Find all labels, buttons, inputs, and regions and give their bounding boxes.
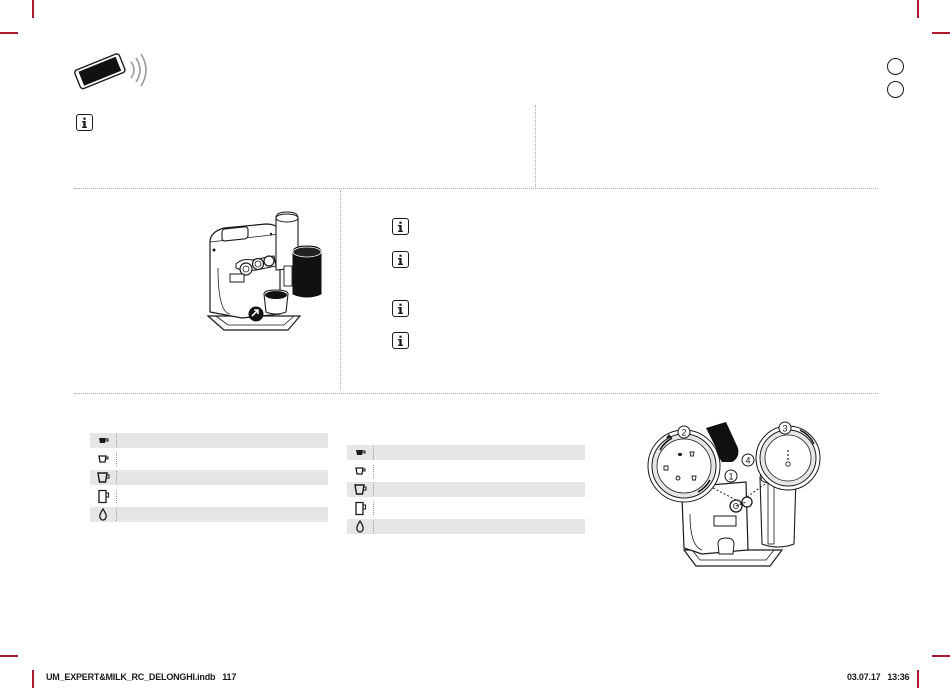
espresso-cup-icon [95,433,111,448]
water-drop-icon [352,519,368,534]
espresso-cup-icon [352,464,368,479]
footer-time: 13:36 [887,672,910,682]
lungo-cup-icon [95,470,111,485]
crop-mark-bottom-right-vertical [917,670,919,688]
info-icon [392,251,409,268]
table-row [347,501,585,516]
table-row [347,519,585,534]
crop-mark-bottom-left-horizontal [0,655,18,657]
crop-mark-top-right-horizontal [932,32,950,34]
column-divider [535,105,536,187]
mug-icon [95,489,111,504]
footer-page-number: 117 [222,672,237,682]
info-icon [76,114,93,131]
svg-text:1: 1 [728,471,734,482]
step-number-2 [678,426,690,438]
crop-mark-bottom-right-horizontal [932,655,950,657]
crop-mark-top-right-vertical [917,0,919,18]
lungo-cup-icon [352,482,368,497]
svg-text:4: 4 [745,455,751,466]
table-row [90,433,328,448]
table-row [90,489,328,504]
step-number-4 [742,454,754,466]
info-icon [392,300,409,317]
info-icon [392,218,409,235]
smartphone-wireless-icon [68,50,154,92]
footer-file-name-text: UM_EXPERT&MILK_RC_DELONGHI.indb [46,672,216,682]
table-row [347,445,585,460]
section-divider [74,393,878,394]
crop-mark-top-left-vertical [32,0,34,18]
coffee-machine-dial-steps-illustration [642,418,838,578]
svg-text:3: 3 [782,423,788,434]
beverage-table-left [90,433,328,526]
table-row [347,464,585,479]
water-drop-icon [95,507,111,522]
table-row [347,482,585,497]
beverage-table-right [347,445,585,538]
language-circle-2 [887,81,904,98]
table-row [90,507,328,522]
crop-mark-bottom-left-vertical [32,670,34,688]
language-circle-1 [887,58,904,75]
svg-text:2: 2 [681,427,687,438]
crop-mark-top-left-horizontal [0,32,18,34]
footer-date: 03.07.17 [847,672,881,682]
step-number-3 [779,422,791,434]
table-row [90,452,328,467]
footer-timestamp [847,672,909,682]
step-number-1 [725,470,737,482]
table-row [90,470,328,485]
section-divider [74,188,878,189]
coffee-machine-with-milk-frother-illustration [196,208,338,340]
espresso-cup-icon [352,445,368,460]
espresso-cup-icon [95,452,111,467]
footer-file-name [46,672,236,682]
column-divider [340,190,341,390]
info-icon [392,332,409,349]
mug-icon [352,501,368,516]
